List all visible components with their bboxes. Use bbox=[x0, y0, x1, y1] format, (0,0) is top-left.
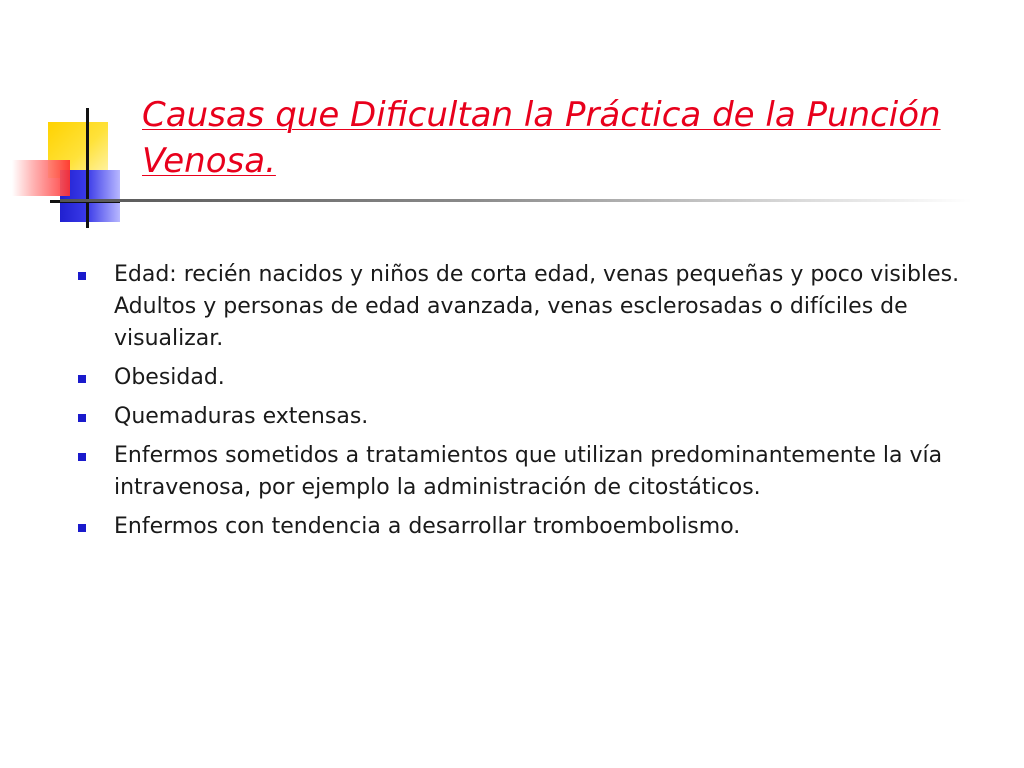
list-item bbox=[72, 440, 992, 504]
red-square-shape bbox=[12, 160, 70, 196]
square-bullet-icon bbox=[78, 272, 86, 280]
bullet-list bbox=[72, 259, 992, 550]
decorative-logo-graphic bbox=[0, 0, 150, 240]
bullet-text: Edad: recién nacidos y niños de corta edad, venas pequeñas y poco visibles. Adultos y personas de edad avanzada, venas esclerosadas o difíciles de visualizar. bbox=[114, 262, 960, 351]
title-divider bbox=[60, 199, 972, 202]
bullet-text: Quemaduras extensas. bbox=[114, 404, 369, 429]
square-bullet-icon bbox=[78, 375, 86, 383]
square-bullet-icon bbox=[78, 524, 86, 532]
bullet-text: Enfermos con tendencia a desarrollar tromboembolismo. bbox=[114, 514, 741, 539]
square-bullet-icon bbox=[78, 453, 86, 461]
bullet-text: Enfermos sometidos a tratamientos que utilizan predominantemente la vía intravenosa, por ejemplo la administración de citostáticos. bbox=[114, 443, 943, 500]
list-item bbox=[72, 511, 992, 543]
bullet-text: Obesidad. bbox=[114, 365, 225, 390]
list-item bbox=[72, 362, 992, 394]
square-bullet-icon bbox=[78, 414, 86, 422]
slide-title: Causas que Dificultan la Práctica de la Punción Venosa. bbox=[142, 95, 941, 181]
list-item bbox=[72, 401, 992, 433]
list-item bbox=[72, 259, 992, 355]
vertical-line-shape bbox=[86, 108, 89, 228]
